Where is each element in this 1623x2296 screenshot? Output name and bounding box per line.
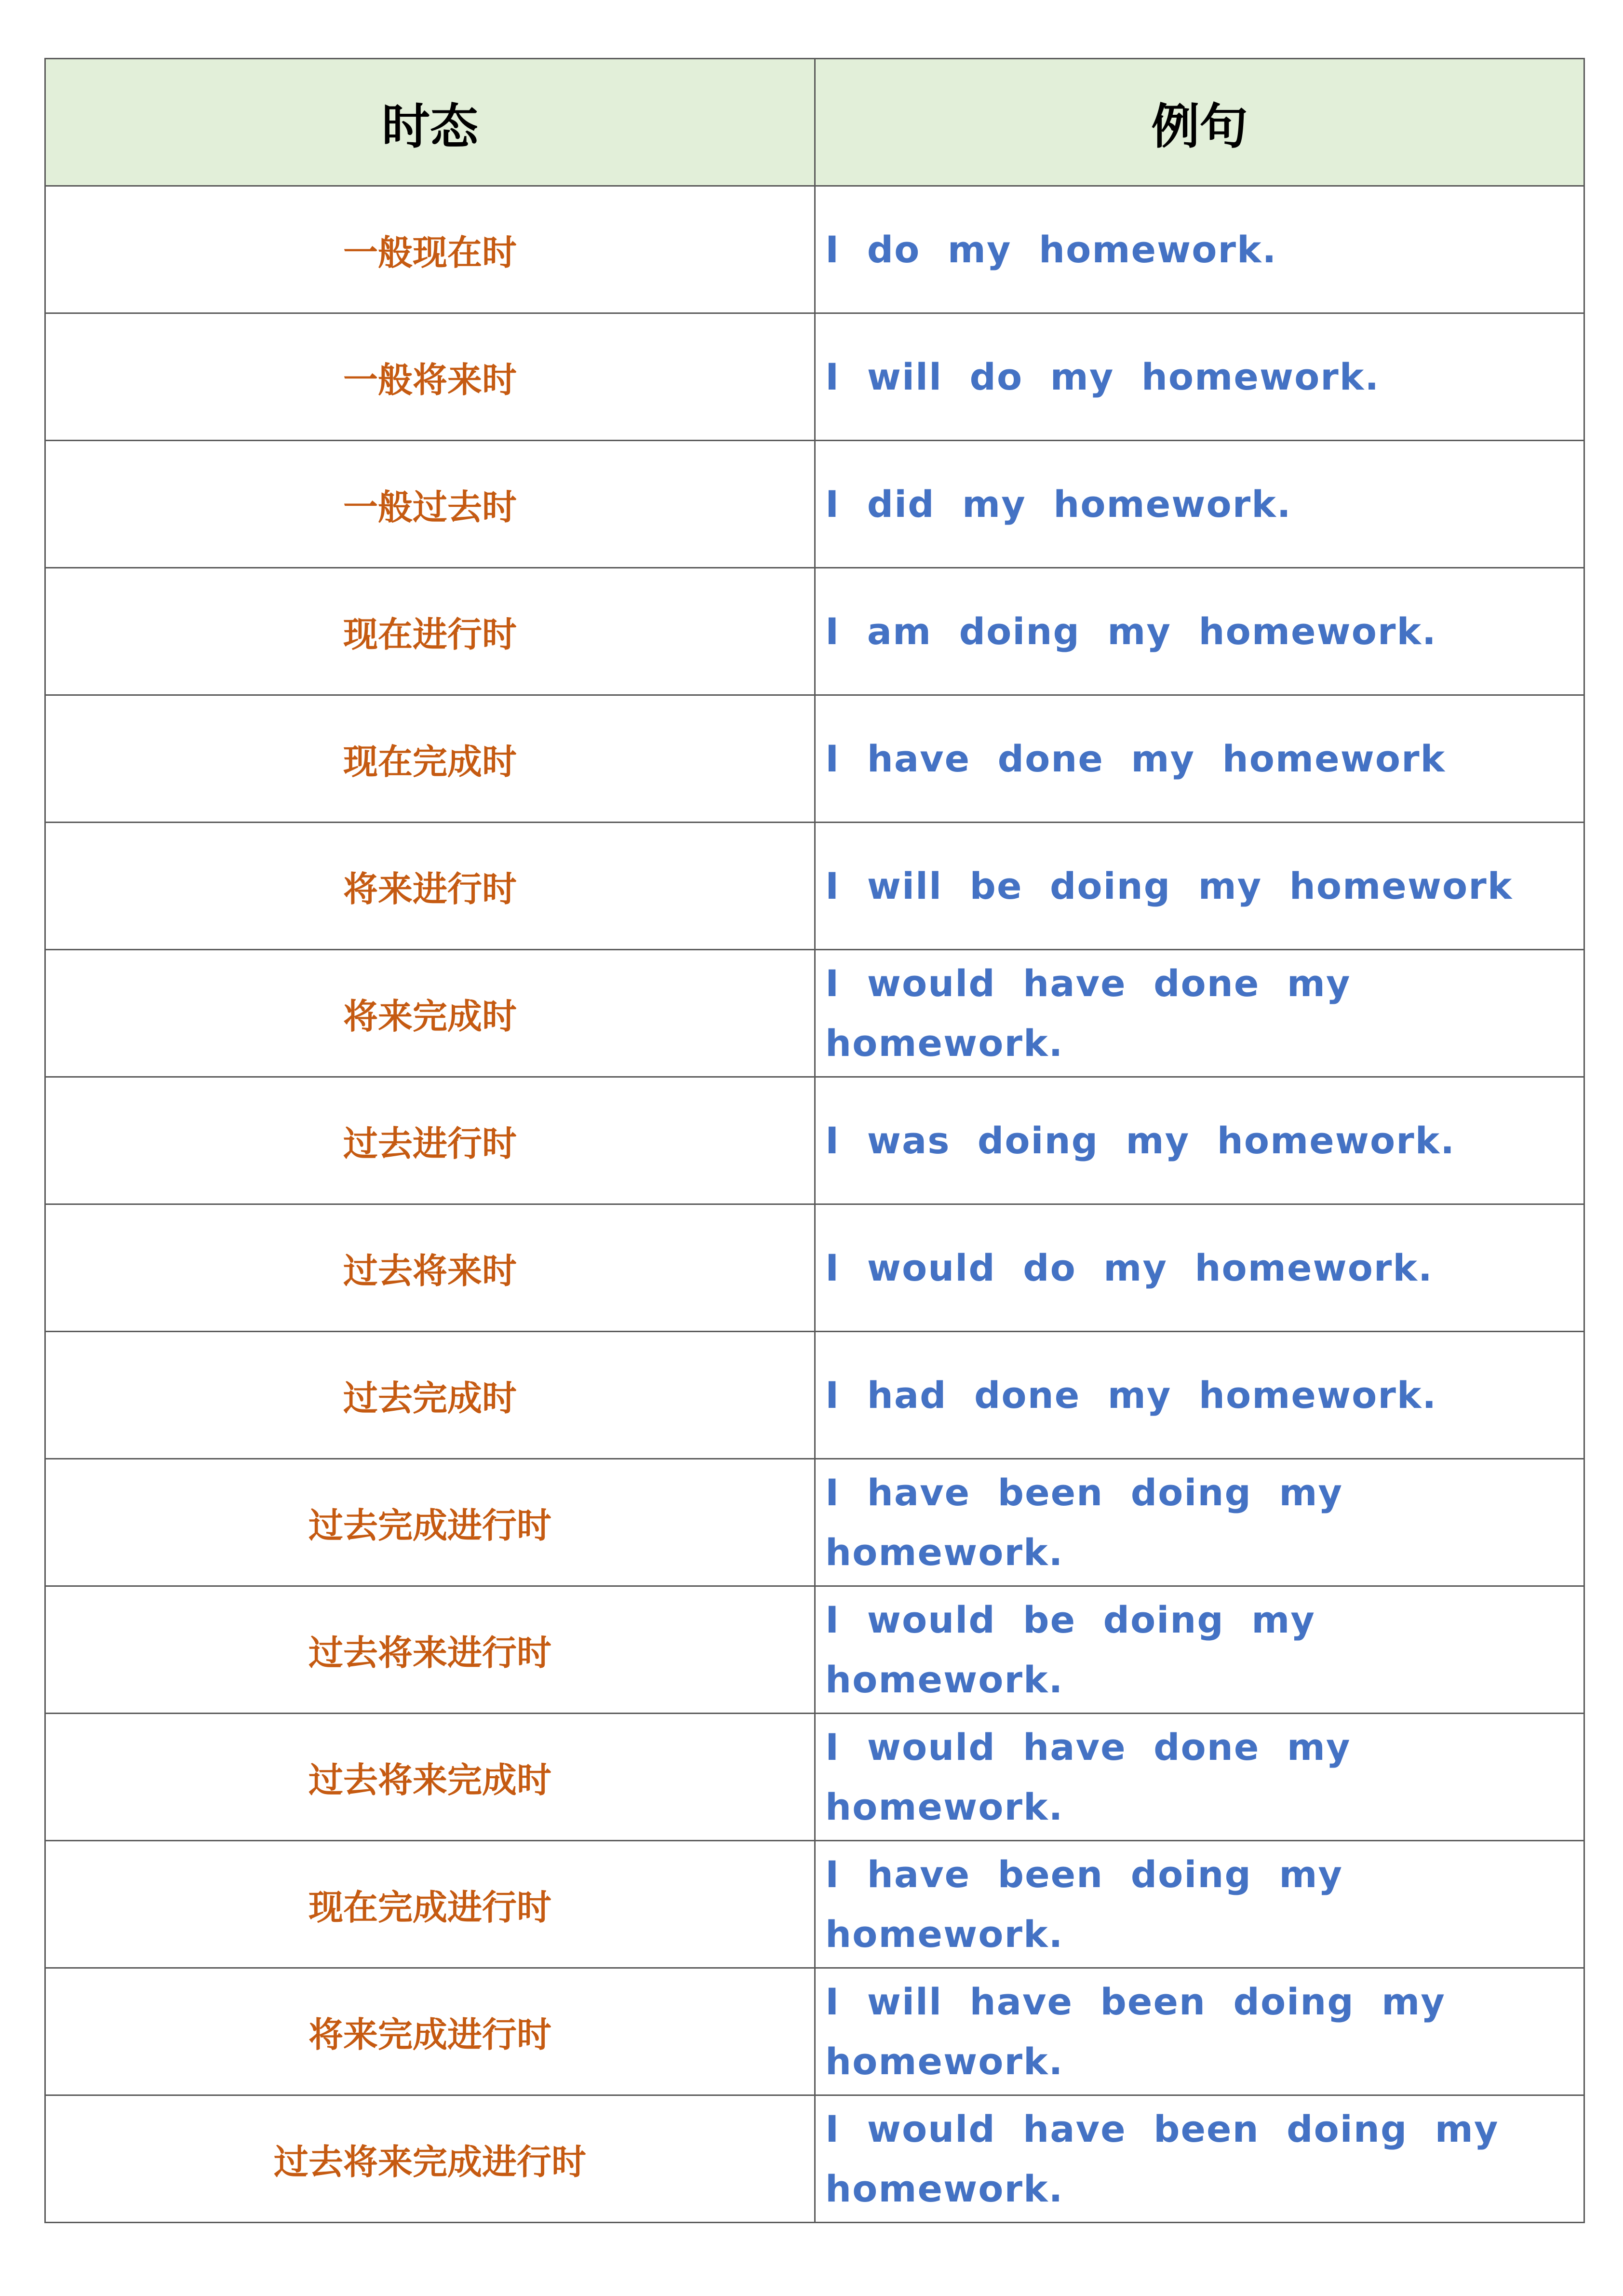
tense-cell: 过去将来时 — [45, 1204, 815, 1332]
example-cell: I have been doing my homework. — [815, 1841, 1584, 1968]
tense-cell: 将来完成时 — [45, 950, 815, 1077]
table-row — [45, 950, 1584, 1077]
example-cell: I will do my homework. — [815, 313, 1584, 441]
table-row — [45, 568, 1584, 695]
table-row — [45, 2095, 1584, 2223]
tense-cell: 现在完成进行时 — [45, 1841, 815, 1968]
example-cell: I would do my homework. — [815, 1204, 1584, 1332]
table-row — [45, 1459, 1584, 1586]
table-row — [45, 1841, 1584, 1968]
tense-cell: 现在完成时 — [45, 695, 815, 823]
tense-cell: 过去完成时 — [45, 1332, 815, 1459]
tense-cell: 一般将来时 — [45, 313, 815, 441]
table-row — [45, 313, 1584, 441]
example-cell: I will be doing my homework — [815, 823, 1584, 950]
example-cell: I would have been doing my homework. — [815, 2095, 1584, 2223]
tense-cell: 过去将来进行时 — [45, 1586, 815, 1714]
header-example: 例句 — [815, 59, 1584, 186]
tense-cell: 将来进行时 — [45, 823, 815, 950]
table-row — [45, 186, 1584, 313]
table-row — [45, 1714, 1584, 1841]
example-cell: I was doing my homework. — [815, 1077, 1584, 1204]
example-cell: I would be doing my homework. — [815, 1586, 1584, 1714]
table-row — [45, 1586, 1584, 1714]
tense-cell: 过去将来完成进行时 — [45, 2095, 815, 2223]
header-row — [45, 59, 1584, 186]
example-cell: I did my homework. — [815, 441, 1584, 568]
table-row — [45, 441, 1584, 568]
table-row — [45, 1332, 1584, 1459]
table-row — [45, 823, 1584, 950]
tense-cell: 过去将来完成时 — [45, 1714, 815, 1841]
example-cell: I had done my homework. — [815, 1332, 1584, 1459]
example-cell: I have been doing my homework. — [815, 1459, 1584, 1586]
table-row — [45, 1204, 1584, 1332]
tense-cell: 一般现在时 — [45, 186, 815, 313]
table-row — [45, 1968, 1584, 2095]
example-cell: I do my homework. — [815, 186, 1584, 313]
tense-examples-table — [44, 58, 1585, 2223]
tense-cell: 过去完成进行时 — [45, 1459, 815, 1586]
example-cell: I will have been doing my homework. — [815, 1968, 1584, 2095]
tense-cell: 现在进行时 — [45, 568, 815, 695]
tense-cell: 过去进行时 — [45, 1077, 815, 1204]
tense-cell: 将来完成进行时 — [45, 1968, 815, 2095]
table-row — [45, 695, 1584, 823]
header-tense: 时态 — [45, 59, 815, 186]
table-row — [45, 1077, 1584, 1204]
example-cell: I am doing my homework. — [815, 568, 1584, 695]
tense-cell: 一般过去时 — [45, 441, 815, 568]
example-cell: I would have done my homework. — [815, 1714, 1584, 1841]
example-cell: I would have done my homework. — [815, 950, 1584, 1077]
example-cell: I have done my homework — [815, 695, 1584, 823]
